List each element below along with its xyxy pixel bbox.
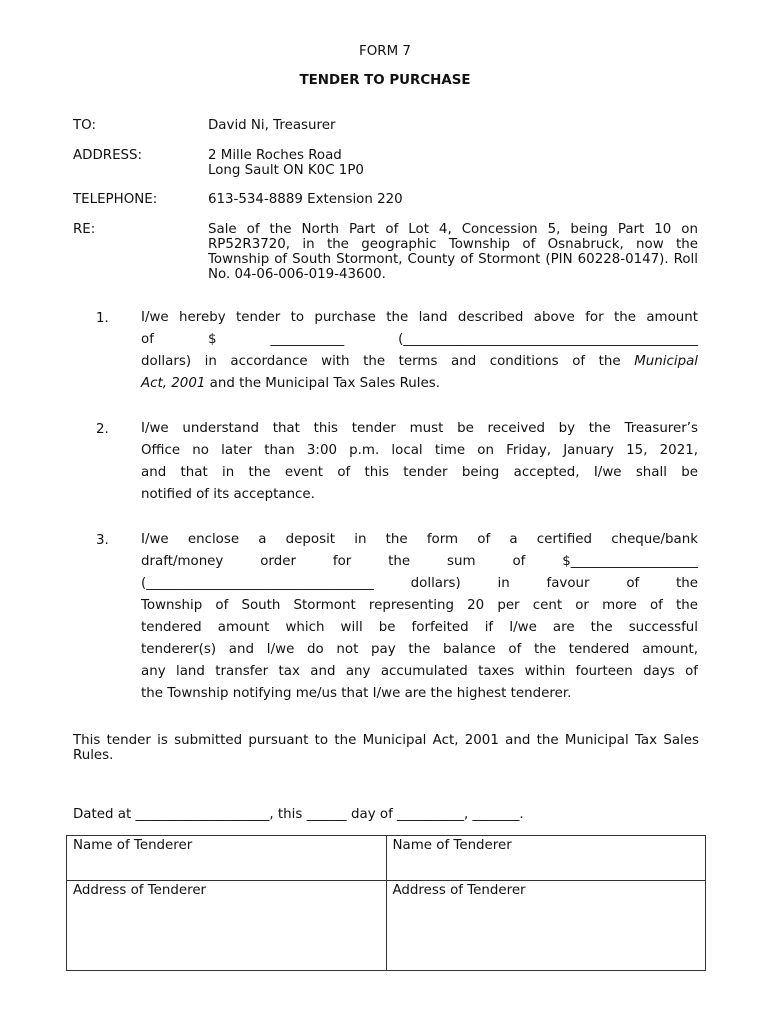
clause-3-line-6: tenderer(s) and I/we do not pay the balance of the tendered amount, [141,642,698,657]
clause-3-text [141,529,698,705]
clause-1-text [141,307,698,395]
clause-1-number: 1. [96,311,109,326]
tenderer-name-cell-right[interactable] [386,836,706,881]
address-line-2: Long Sault ON K0C 1P0 [208,163,364,178]
tenderer-name-label-right: Name of Tenderer [392,838,512,853]
dated-line[interactable]: Dated at ____________________, this ______ day of __________, _______. [73,807,524,822]
form-number: FORM 7 [359,44,411,59]
clause-2-line-4: notified of its acceptance. [141,487,315,502]
document-title: TENDER TO PURCHASE [299,73,471,88]
clause-2-text [141,418,698,506]
clause-1-italic-1: Municipal [634,354,698,369]
tenderer-name-label-left: Name of Tenderer [73,838,193,853]
clause-3-line-1: I/we enclose a deposit in the form of a certified cheque/bank [141,532,698,547]
clause-1-italic-2: Act, 2001 [141,376,206,391]
clause-1-line-1: I/we hereby tender to purchase the land described above for the amount [141,310,698,325]
clause-2-line-2: Office no later than 3:00 p.m. local time on Friday, January 15, 2021, [141,443,698,458]
clause-1-line-4 [141,373,698,395]
re-value: Sale of the North Part of Lot 4, Concession 5, being Part 10 on RP52R3720, in the geographic Township of Osnabruck, now the Township of South Stormont, County of Stormont (PIN 60228-0147). Roll No. 04-06-006-019-43600. [208,222,698,282]
to-label: TO: [73,118,96,133]
re-label: RE: [73,222,96,237]
clause-3-line-8: the Township notifying me/us that I/we are the highest tenderer. [141,686,572,701]
tenderer-address-label-left: Address of Tenderer [73,883,207,898]
clause-2-line-3: and that in the event of this tender being accepted, I/we shall be [141,465,698,480]
clause-3-line-4: Township of South Stormont representing 20 per cent or more of the [141,598,698,613]
tenderer-name-cell-left[interactable] [67,836,387,881]
signature-table [66,835,706,971]
tenderer-address-label-right: Address of Tenderer [392,883,526,898]
clause-1-line-3 [141,351,698,373]
clause-3-line-2: draft/money order for the sum of $___________________ [141,554,698,569]
telephone-label: TELEPHONE: [73,192,158,207]
tenderer-address-cell-left[interactable] [67,881,387,971]
clause-3-line-7: any land transfer tax and any accumulated taxes within fourteen days of [141,664,698,679]
address-label: ADDRESS: [73,148,143,163]
clause-3-line-3: (__________________________________ dollars) in favour of the [141,576,698,591]
closing-statement: This tender is submitted pursuant to the Municipal Act, 2001 and the Municipal Tax Sales Rules. [73,733,699,763]
clause-2-number: 2. [96,422,109,437]
clause-2-line-1: I/we understand that this tender must be received by the Treasurer’s [141,421,698,436]
address-line-1: 2 Mille Roches Road [208,148,342,163]
clause-1-tail: and the Municipal Tax Sales Rules. [205,376,440,391]
clause-1-line-3-text: dollars) in accordance with the terms and conditions of the [141,354,635,369]
address-value [208,148,698,178]
clause-3-number: 3. [96,533,109,548]
clause-3-line-5: tendered amount which will be forfeited if I/we are the successful [141,620,698,635]
telephone-value: 613-534-8889 Extension 220 [208,192,403,207]
clause-1-line-2: of $ ___________ (____________________________________________ [141,332,698,347]
to-value: David Ni, Treasurer [208,118,336,133]
tenderer-address-cell-right[interactable] [386,881,706,971]
